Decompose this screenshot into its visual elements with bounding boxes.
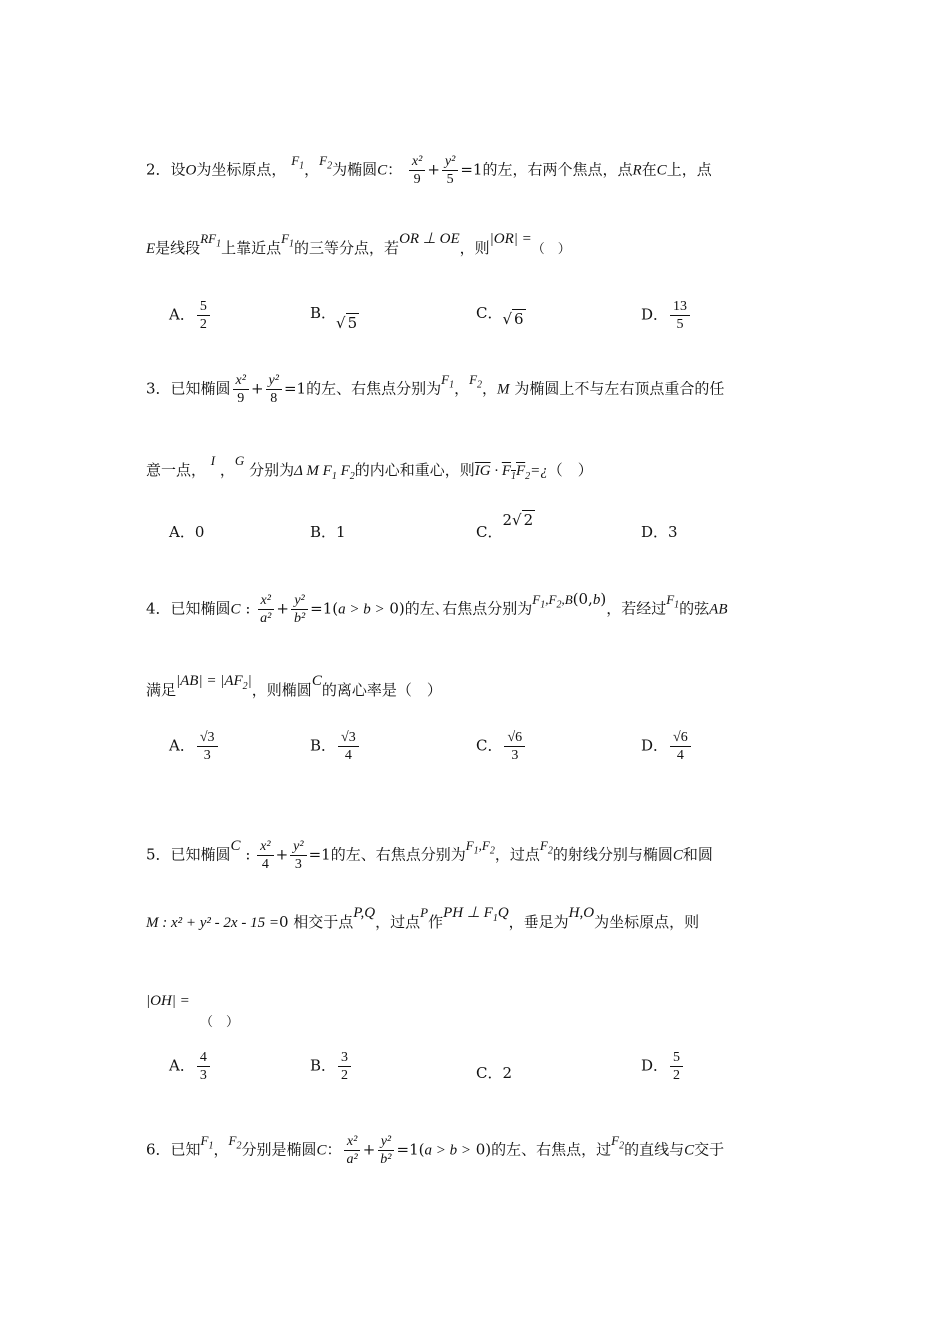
- q3-option-b[interactable]: B．1: [310, 523, 346, 541]
- q2-option-c[interactable]: C．√ 6: [476, 304, 524, 328]
- q2-frac-x: $\frac{\text{x²}}{9}$: [409, 153, 425, 188]
- q4-option-b[interactable]: B． $\frac{√3}{4}$: [310, 729, 361, 764]
- q3-option-d[interactable]: D．3: [641, 523, 678, 541]
- q4-line2: 满足$|AB| = |AF_2|$，则椭圆C的离心率是（ ）: [146, 673, 442, 699]
- q4-option-d[interactable]: D． $\frac{√6}{4}$: [641, 729, 693, 764]
- q2-option-a[interactable]: A． $\frac{5}{2}$: [169, 298, 212, 333]
- q4-line1: 4．已知椭圆C : $\frac{\text{x²}}{\text{a²}}$ + $\frac{\text{y²}}{\text{b²}}$ =1(a > b > 0)的左､右焦点分别为$F_1,F_2,B(0,b)$，若经过$F_1$的弦AB: [146, 589, 728, 626]
- q6-line1: 6．已知$F_1$，$F_2$分别是椭圆C： $\frac{\text{x²}}{\text{a²}}$ + $\frac{\text{y²}}{\text{b²}}$ =1(a > b > 0)的左、右焦点，过$F_2$的直线与C交于: [146, 1132, 725, 1167]
- q5-option-a[interactable]: A． $\frac{4}{3}$: [169, 1049, 212, 1084]
- q5-line3: |OH| = （ ）: [146, 993, 240, 1029]
- q2-frac-y: $\frac{\text{y²}}{5}$: [442, 153, 458, 188]
- q2-option-b[interactable]: B．√ 5: [310, 304, 358, 332]
- q5-line2: M : x² + y² - 2x - 15 =0 相交于点P,Q，过点P作PH ⊥ $F_1Q$，垂足为H,O为坐标原点，则: [146, 905, 700, 931]
- q3-line2: 意一点， I ，G 分别为Δ M $F_1$ $F_2$的内心和重心，则$\overline{IG}$ · $F_1F_2=¿$（ ）: [146, 453, 593, 482]
- q5-line1: 5．已知椭圆C : $\frac{\text{x²}}{4}$ + $\frac{\text{y²}}{3}$ =1的左、右焦点分别为$F_1,F_2$，过点$F_2$的射线分别与椭圆C和圆: [146, 837, 713, 872]
- q3-option-c[interactable]: C．2√ 2: [476, 511, 534, 541]
- q5-option-d[interactable]: D． $\frac{5}{2}$: [641, 1049, 685, 1084]
- q3-option-a[interactable]: A．0: [169, 523, 205, 541]
- q4-option-a[interactable]: A． $\frac{√3}{3}$: [169, 729, 220, 764]
- q4-option-c[interactable]: C． $\frac{√6}{3}$: [476, 729, 527, 764]
- q2-line2: E是线段$RF_1$上靠近点$F_1$的三等分点，若OR ⊥ OE，则|OR| =（ ）: [146, 231, 571, 257]
- q3-line1: 3．已知椭圆 $\frac{\text{x²}}{9}$ + $\frac{\text{y²}}{8}$ =1的左、右焦点分别为$F_1$，$F_2$，M 为椭圆上不与左右顶点重合的任: [146, 371, 725, 406]
- q5-option-b[interactable]: B． $\frac{3}{2}$: [310, 1049, 353, 1084]
- q2-line1: 2．设O为坐标原点， $F_1$，$F_2$为椭圆C： $\frac{\text{x²}}{9}$ + $\frac{\text{y²}}{5}$ =1的左，右两个焦点，点R在C上，点: [146, 152, 712, 187]
- q2-option-d[interactable]: D． $\frac{13}{5}$: [641, 298, 692, 333]
- q5-option-c[interactable]: C．2: [476, 1064, 513, 1082]
